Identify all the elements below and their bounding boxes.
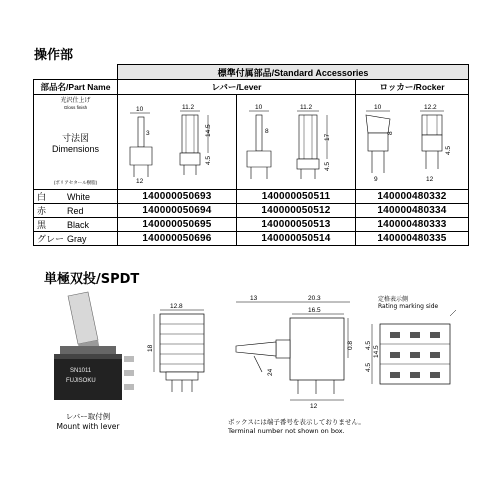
part-number: 140000050514 xyxy=(237,232,356,246)
lever-2-drawing-cell xyxy=(237,95,356,190)
part-number: 140000050693 xyxy=(118,190,237,204)
dim-12: 12 xyxy=(310,403,318,410)
row-color-black: 黒 Black xyxy=(34,218,118,232)
part-number: 140000050694 xyxy=(118,204,237,218)
material-note: (ポリアセタール樹脂) xyxy=(53,180,98,185)
mount-caption-en: Mount with lever xyxy=(56,422,120,431)
rating-label-en: Rating marking side xyxy=(378,303,439,310)
part-number: 140000050696 xyxy=(118,232,237,246)
dim-16-5: 16.5 xyxy=(308,307,321,314)
rocker-label: ロッカー/Rocker xyxy=(356,80,469,95)
photo-label-model: SN1011 xyxy=(70,368,92,374)
lever-2-drawing xyxy=(237,95,355,187)
rocker-dim-base: 9 xyxy=(374,176,378,183)
rocker-drawing-cell xyxy=(356,95,469,190)
accessories-table xyxy=(33,64,469,246)
lever-label: レバー/Lever xyxy=(118,80,356,95)
part-number: 140000050695 xyxy=(118,218,237,232)
lever2-dim-w2: 11.2 xyxy=(300,104,313,111)
rating-label-jp: 定格表示側 xyxy=(378,296,409,303)
dim-0-8: 0.8 xyxy=(347,340,354,350)
lever1-dim-h1: 14.5 xyxy=(205,124,212,137)
lever2-dim-h2: 4.5 xyxy=(324,161,331,171)
dim-4-5-b: 4.5 xyxy=(365,362,372,372)
dim-20-3: 20.3 xyxy=(308,295,321,302)
finish-label-en: Gloss finish xyxy=(63,105,88,110)
lever2-dim-w1: 8 xyxy=(265,128,269,135)
rocker-dim-side: 12 xyxy=(426,176,434,183)
finish-label-jp: 光沢仕上げ xyxy=(60,98,91,104)
lever1-dim-base: 12 xyxy=(136,178,144,185)
part-number: 140000480333 xyxy=(356,218,469,232)
rocker-dim-h1: 8 xyxy=(387,131,394,135)
rocker-dim-top: 10 xyxy=(374,104,382,111)
rating-label xyxy=(378,296,438,310)
part-number: 140000480335 xyxy=(356,232,469,246)
terminal-note-jp: ボックスには端子番号を表示しておりません。 xyxy=(228,418,365,426)
photo-label-brand: FUJISOKU xyxy=(66,378,96,384)
rocker-drawing xyxy=(356,95,468,187)
part-number: 140000050512 xyxy=(237,204,356,218)
lever-1-drawing-cell xyxy=(118,95,237,190)
lever1-dim-w2: 11.2 xyxy=(182,104,195,111)
part-name-label: 部品名/Part Name xyxy=(34,80,118,95)
dim-18: 18 xyxy=(147,344,154,352)
part-number: 140000480332 xyxy=(356,190,469,204)
dim-12-8: 12.8 xyxy=(170,303,183,310)
dim-24: 24 xyxy=(267,368,274,376)
section-title-spdt: 単極双投/SPDT xyxy=(44,272,140,287)
row-color-white: 白 White xyxy=(34,190,118,204)
mount-caption xyxy=(38,412,138,432)
lever1-dim-top: 10 xyxy=(136,106,144,113)
lever2-dim-h1: 17 xyxy=(324,133,331,141)
rocker-dim-w2: 12.2 xyxy=(424,104,437,111)
mount-caption-jp: レバー取付例 xyxy=(65,412,111,421)
dimension-label-jp: 寸法図 xyxy=(61,133,89,143)
lever2-dim-top: 10 xyxy=(255,104,263,111)
row-color-gray: グレー Gray xyxy=(34,232,118,246)
rocker-dim-h2: 4.5 xyxy=(445,145,452,155)
group-header: 標準付属部品/Standard Accessories xyxy=(118,65,469,80)
front-view-drawing xyxy=(147,300,230,420)
dim-4-5-a: 4.5 xyxy=(365,340,372,350)
lever1-dim-w1: 3 xyxy=(146,130,150,137)
row-color-red: 赤 Red xyxy=(34,204,118,218)
dimension-label-en: Dimensions xyxy=(51,144,100,154)
terminal-view-drawing xyxy=(366,310,476,410)
terminal-note-en: Terminal number not shown on box. xyxy=(228,427,345,435)
side-view-drawing xyxy=(232,290,362,420)
terminal-note xyxy=(228,418,365,436)
dim-14-5: 14.5 xyxy=(373,345,380,358)
section-title-operation: 操作部 xyxy=(34,48,74,63)
lever1-dim-h2: 4.5 xyxy=(205,155,212,165)
lever-1-drawing xyxy=(118,95,236,187)
switch-photo xyxy=(40,292,140,412)
dimension-label-cell xyxy=(34,95,118,190)
part-number: 140000050513 xyxy=(237,218,356,232)
part-number: 140000480334 xyxy=(356,204,469,218)
dim-13: 13 xyxy=(250,295,258,302)
part-number: 140000050511 xyxy=(237,190,356,204)
